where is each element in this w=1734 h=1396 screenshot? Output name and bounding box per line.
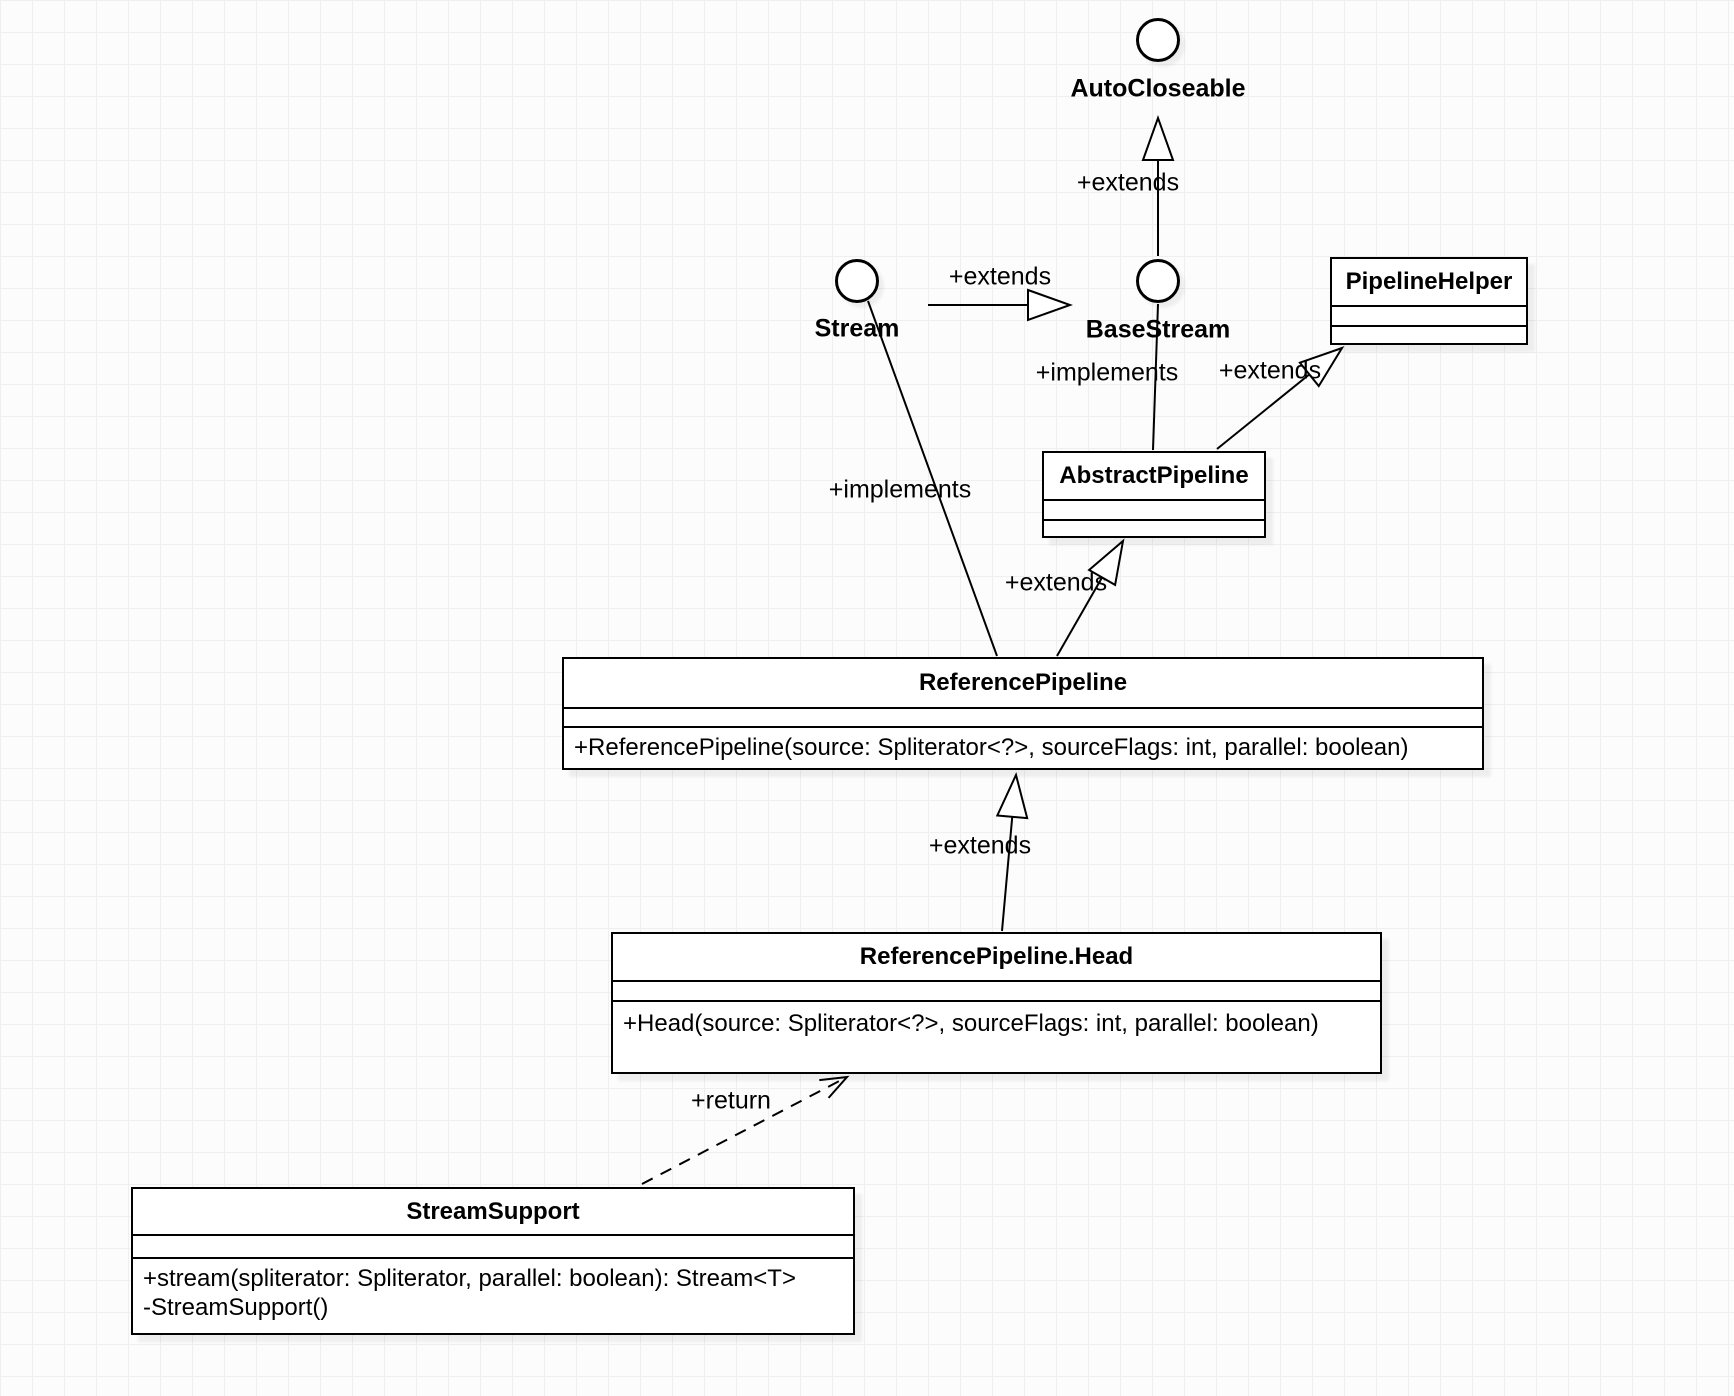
class-box-streamsupport[interactable] xyxy=(131,1187,855,1335)
methods-compartment-referencepipeline xyxy=(564,726,1482,768)
attributes-compartment-referencepipeline xyxy=(564,707,1482,726)
interface-circle-autocloseable[interactable] xyxy=(1136,18,1180,62)
attributes-compartment-streamsupport xyxy=(133,1234,853,1257)
interface-circle-basestream[interactable] xyxy=(1136,259,1180,303)
edge-label-return-head: +return xyxy=(691,1086,771,1115)
edge-label-extends-referencepipeline: +extends xyxy=(928,831,1032,860)
interface-label-stream: Stream xyxy=(814,314,900,343)
class-box-referencepipeline-head[interactable] xyxy=(611,932,1382,1074)
edge-label-implements-stream: +implements xyxy=(828,475,972,504)
class-box-referencepipeline[interactable] xyxy=(562,657,1484,770)
methods-compartment-abstractpipeline xyxy=(1044,519,1264,536)
class-title-referencepipeline-head: ReferencePipeline.Head xyxy=(859,943,1134,970)
methods-compartment-streamsupport xyxy=(133,1257,853,1333)
edge-referencepipeline-abstractpipeline[interactable] xyxy=(1057,541,1123,656)
edge-label-extends-basestream: +extends xyxy=(948,262,1052,291)
methods-compartment-referencepipeline-head xyxy=(613,1000,1380,1072)
edge-label-extends-abstractpipeline: +extends xyxy=(1004,568,1108,597)
class-title-streamsupport: StreamSupport xyxy=(406,1197,580,1225)
interface-label-autocloseable: AutoCloseable xyxy=(1070,74,1246,103)
attributes-compartment-pipelinehelper xyxy=(1332,305,1526,325)
class-box-abstractpipeline[interactable] xyxy=(1042,451,1266,538)
method: -StreamSupport() xyxy=(143,1294,329,1321)
edge-label-implements-basestream: +implements xyxy=(1035,358,1179,387)
class-title-pipelinehelper: PipelineHelper xyxy=(1345,268,1513,295)
interface-circle-stream[interactable] xyxy=(835,259,879,303)
interface-label-basestream: BaseStream xyxy=(1085,315,1231,344)
class-box-pipelinehelper[interactable] xyxy=(1330,257,1528,345)
attributes-compartment-abstractpipeline xyxy=(1044,499,1264,519)
class-title-abstractpipeline: AbstractPipeline xyxy=(1059,462,1249,489)
edge-label-extends-pipelinehelper: +extends xyxy=(1218,356,1322,385)
methods-compartment-pipelinehelper xyxy=(1332,325,1526,343)
attributes-compartment-referencepipeline-head xyxy=(613,980,1380,1000)
method: +Head(source: Spliterator<?>, sourceFlags: int, parallel: boolean) xyxy=(623,1010,1319,1037)
edge-label-extends-autocloseable: +extends xyxy=(1076,168,1180,197)
method: +ReferencePipeline(source: Spliterator<?>, sourceFlags: int, parallel: boolean) xyxy=(574,734,1409,761)
class-title-referencepipeline: ReferencePipeline xyxy=(918,669,1128,696)
method: +stream(spliterator: Spliterator, parallel: boolean): Stream<T> xyxy=(143,1265,796,1292)
